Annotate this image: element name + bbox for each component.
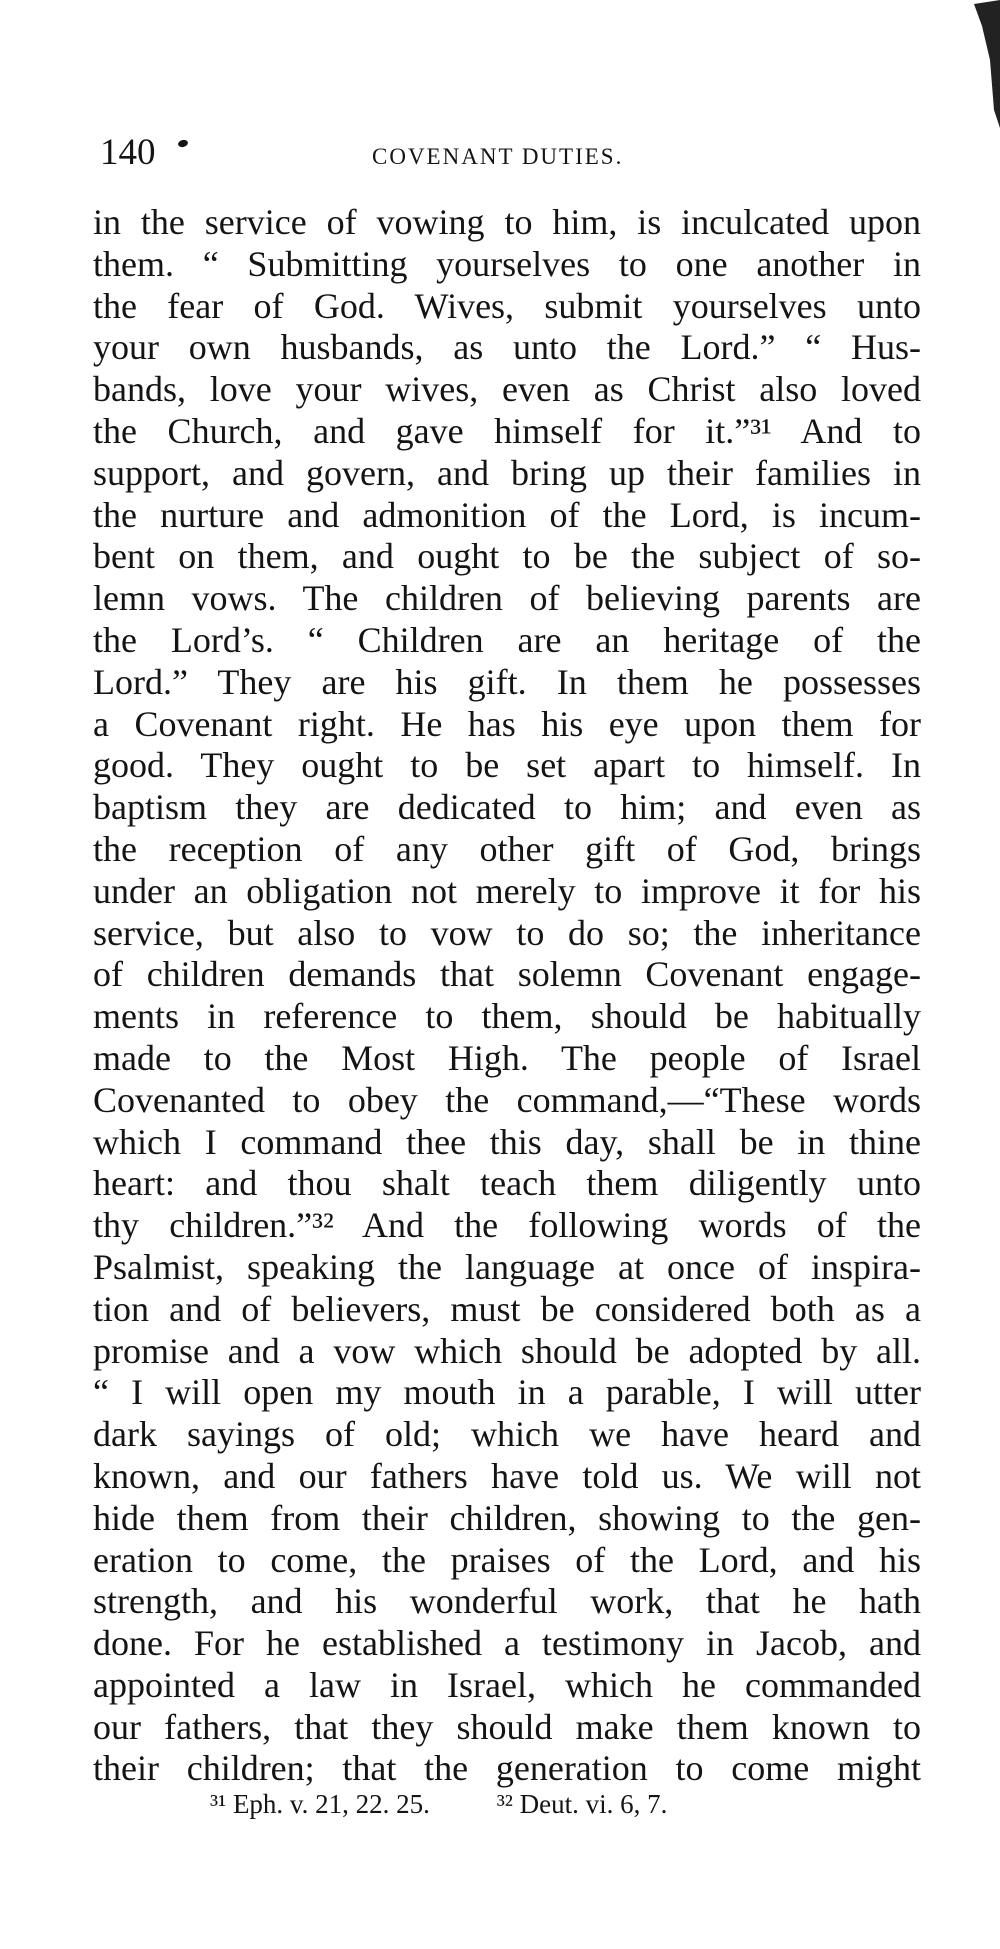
page-number: 140 bbox=[100, 132, 156, 173]
text-line: in the service of vowing to him, is inculcated upon bbox=[93, 202, 921, 242]
footnotes bbox=[210, 1784, 860, 1824]
running-head: COVENANT DUTIES. bbox=[372, 144, 624, 169]
text-line: service, but also to vow to do so; the inheritance bbox=[93, 912, 921, 953]
text-line: Psalmist, speaking the language at once of inspira- bbox=[93, 1246, 921, 1287]
footnote-32: ³² Deut. vi. 6, 7. bbox=[496, 1789, 668, 1819]
text-line: bent on them, and ought to be the subject of so- bbox=[93, 536, 921, 577]
text-line: of children demands that solemn Covenant engage- bbox=[93, 954, 921, 995]
text-line: a Covenant right. He has his eye upon them for bbox=[93, 703, 921, 744]
text-line: the Church, and gave himself for it.”³¹ And to bbox=[93, 410, 921, 451]
text-line: the nurture and admonition of the Lord, is incum- bbox=[93, 494, 921, 535]
text-line: “ I will open my mouth in a parable, I will utter bbox=[93, 1372, 921, 1413]
page-header bbox=[100, 128, 930, 178]
text-line: lemn vows. The children of believing parents are bbox=[93, 578, 921, 619]
text-line: the Lord’s. “ Children are an heritage of the bbox=[93, 619, 921, 660]
text-line: ments in reference to them, should be habitually bbox=[93, 996, 921, 1037]
text-line: hide them from their children, showing to the gen- bbox=[93, 1497, 921, 1538]
text-line: baptism they are dedicated to him; and even as bbox=[93, 787, 921, 828]
text-line: under an obligation not merely to improve it for his bbox=[93, 870, 921, 911]
text-line: promise and a vow which should be adopted by all. bbox=[93, 1330, 921, 1371]
text-line: the fear of God. Wives, submit yourselves unto bbox=[93, 285, 921, 326]
text-line: good. They ought to be set apart to himself. In bbox=[93, 745, 921, 786]
text-line: done. For he established a testimony in Jacob, and bbox=[93, 1623, 921, 1664]
text-line: strength, and his wonderful work, that he hath bbox=[93, 1581, 921, 1622]
text-line: their children; that the generation to come might bbox=[93, 1748, 921, 1789]
text-line: heart: and thou shalt teach them diligently unto bbox=[93, 1163, 921, 1204]
text-line: support, and govern, and bring up their families in bbox=[93, 452, 921, 493]
text-line: Covenanted to obey the command,—“These words bbox=[93, 1079, 921, 1120]
text-line: them. “ Submitting yourselves to one another in bbox=[93, 243, 921, 284]
text-line: thy children.”³² And the following words of the bbox=[93, 1205, 921, 1246]
ink-mark bbox=[177, 139, 188, 148]
text-line: dark sayings of old; which we have heard and bbox=[93, 1414, 921, 1455]
text-line: bands, love your wives, even as Christ also loved bbox=[93, 369, 921, 410]
text-line: which I command thee this day, shall be in thine bbox=[93, 1121, 921, 1162]
text-line: made to the Most High. The people of Israel bbox=[93, 1037, 921, 1078]
footnote-31: ³¹ Eph. v. 21, 22. 25. bbox=[210, 1789, 430, 1819]
text-line: tion and of believers, must be considered both as a bbox=[93, 1288, 921, 1329]
page-corner-mark bbox=[970, 0, 1000, 130]
text-line: known, and our fathers have told us. We will not bbox=[93, 1455, 921, 1496]
text-line: appointed a law in Israel, which he commanded bbox=[93, 1664, 921, 1705]
text-line: eration to come, the praises of the Lord, and his bbox=[93, 1539, 921, 1580]
text-line: your own husbands, as unto the Lord.” “ Hus- bbox=[93, 327, 921, 368]
body-text bbox=[93, 202, 921, 1790]
text-line: Lord.” They are his gift. In them he possesses bbox=[93, 661, 921, 702]
text-line: our fathers, that they should make them known to bbox=[93, 1706, 921, 1747]
text-line: the reception of any other gift of God, brings bbox=[93, 828, 921, 869]
